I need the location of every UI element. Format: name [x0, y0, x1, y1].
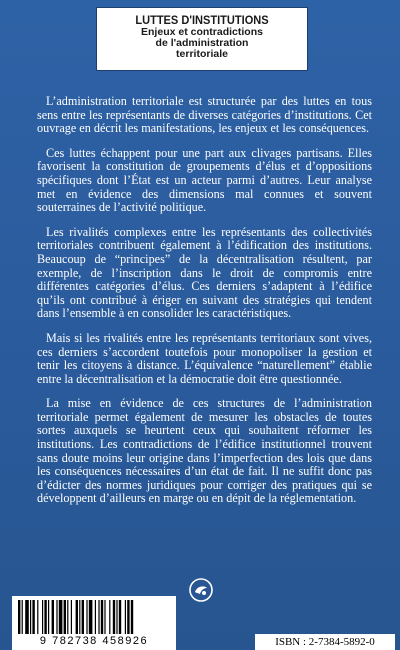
blurb-paragraph-4: Mais si les rivalités entre les représentants territoriaux sont vives, ces derniers s’accordent toutefois pour monopoliser la gestion et tenir les citoyens à distance. L’équivalence “naturellement” établie entre la décentralisation et la démocratie doit être questionnée.: [37, 330, 372, 386]
blurb-paragraph-5: La mise en évidence de ces structures de l’administration territoriale permet également de mesurer les obstacles de toutes sortes auxquels se heurtent ceux qui souhaitent réformer les institutions. Les contradictions de l’édifice institutionnel trouvent sans doute moins leur origine dans l’imperfection des lois que dans les conséquences nécessaires d’un état de fait. Il ne suffit donc pas d’édicter des normes juridiques pour corriger des pratiques qui se développent d’ailleurs en marge ou en dépit de la réglementation.: [37, 396, 372, 506]
book-subtitle-line-3: territoriale: [176, 48, 228, 60]
barcode-digits: 9 782738 458926: [39, 635, 149, 647]
blurb-text: [37, 95, 372, 517]
barcode-bars: [18, 600, 170, 634]
book-subtitle-line-2: de l'administration: [155, 37, 249, 49]
book-subtitle-line-1: Enjeux et contradictions: [141, 26, 263, 38]
isbn-label: ISBN : 2-7384-5892-0: [255, 634, 395, 650]
title-box: [96, 7, 308, 71]
blurb-paragraph-2: Ces luttes échappent pour une part aux clivages partisans. Elles favorisent la constitution de groupements d’élus et d’oppositions spécifiques dont l’État est un acteur parmi d’autres. Leur analyse met en évidence des dimensions mal connues et souvent souterraines de l’activité politique.: [37, 145, 372, 215]
book-title: LUTTES D'INSTITUTIONS: [135, 13, 269, 27]
blurb-paragraph-1: L’administration territoriale est structurée par des luttes en tous sens entre les représentants de diverses catégories d’institutions. Cet ouvrage en décrit les manifestations, les enjeux et les conséquences.: [37, 94, 372, 136]
blurb-paragraph-3: Les rivalités complexes entre les représentants des collectivités territoriales contribuent également à l’édification des institutions. Beaucoup de “principes” de la décentralisation résultent, par exemple, de l’inscription dans le droit de compromis entre différentes catégories d’élus. Ces derniers s’adaptent à l’édifice qu’ils ont contribué à ériger en suivant des stratégies qui tendent dans l’ensemble à en consolider les caractéristiques.: [37, 224, 372, 321]
barcode: [12, 596, 176, 650]
publisher-logo-icon: [188, 577, 214, 603]
